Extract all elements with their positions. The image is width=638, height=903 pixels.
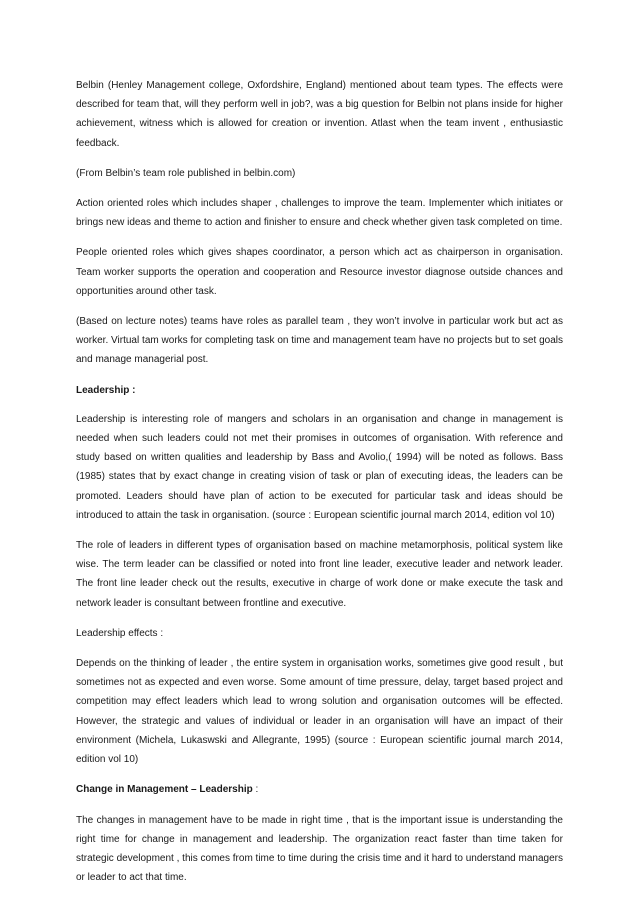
paragraph-lecture-notes: (Based on lecture notes) teams have roles as parallel team , they won’t involve in particular work but act as worker. Virtual tam works for completing task on time and management team have no projects but to set goals and manage managerial post. (76, 316, 563, 366)
change-heading-suffix: : (252, 784, 259, 796)
change-heading (76, 780, 563, 799)
change-heading-bold: Change in Management – Leadership (76, 784, 253, 796)
paragraph-belbin-intro: Belbin (Henley Management college, Oxfordshire, England) mentioned about team types. The effects were described for team that, will they perform well in job?, was a big question for Belbin not plans inside for higher achievement, witness which is allowed for creation or invention. Atlast when the team invent , enthusiastic feedback. (76, 80, 563, 149)
document-page (76, 76, 563, 898)
leadership-heading: Leadership : (76, 384, 136, 396)
paragraph-change-management: The changes in management have to be made in right time , that is the important issue is understanding the right time for change in management and leadership. The organization react faster than time taken for strategic development , this comes from time to time during the crisis time and it hard to understand managers or leader to act that time. (76, 814, 563, 884)
leadership-effects-subheading: Leadership effects : (76, 627, 164, 639)
paragraph-people-roles: People oriented roles which gives shapes coordinator, a person which act as chairperson in organisation. Team worker supports the operation and cooperation and Resource investor diagnose outside chances and opportunities around other task. (76, 247, 563, 297)
paragraph-leader-roles: The role of leaders in different types of organisation based on machine metamorphosis, political system like wise. The term leader can be classified or noted into front line leader, executive leader and network leader. The front line leader check out the results, executive in charge of work done or make execute the task and network leader is consultant between frontline and executive. (76, 540, 563, 609)
paragraph-leadership-intro: Leadership is interesting role of mangers and scholars in an organisation and change in management is needed when such leaders could not met their promises in outcomes of organisation. With reference and study based on written qualities and leadership by Bass and Avolio,( 1994) will be noted as follows. Bass (1985) states that by exact change in creating vision of task or plan of executing ideas, the leaders can be promoted. Leaders should have plan of action to be executed for particular task and ideas should be introduced to attain the task in organisation. (source : European scientific journal march 2014, edition vol 10) (76, 413, 563, 521)
paragraph-action-roles: Action oriented roles which includes shaper , challenges to improve the team. Implementer which initiates or brings new ideas and theme to action and finisher to ensure and check whether given task completed on time. (76, 198, 563, 229)
paragraph-belbin-source: (From Belbin’s team role published in belbin.com) (76, 167, 296, 179)
paragraph-leadership-effects: Depends on the thinking of leader , the entire system in organisation works, sometimes give good result , but sometimes not as expected and even worse. Some amount of time pressure, delay, target based project and competition may effect leaders which lead to wrong solution and organisation outcomes will be effected. However, the strategic and values of individual or leader in an organisation will have an impact of their environment (Michela, Lukaswski and Allegrante, 1995) (source : European scientific journal march 2014, edition vol 10) (76, 658, 563, 766)
